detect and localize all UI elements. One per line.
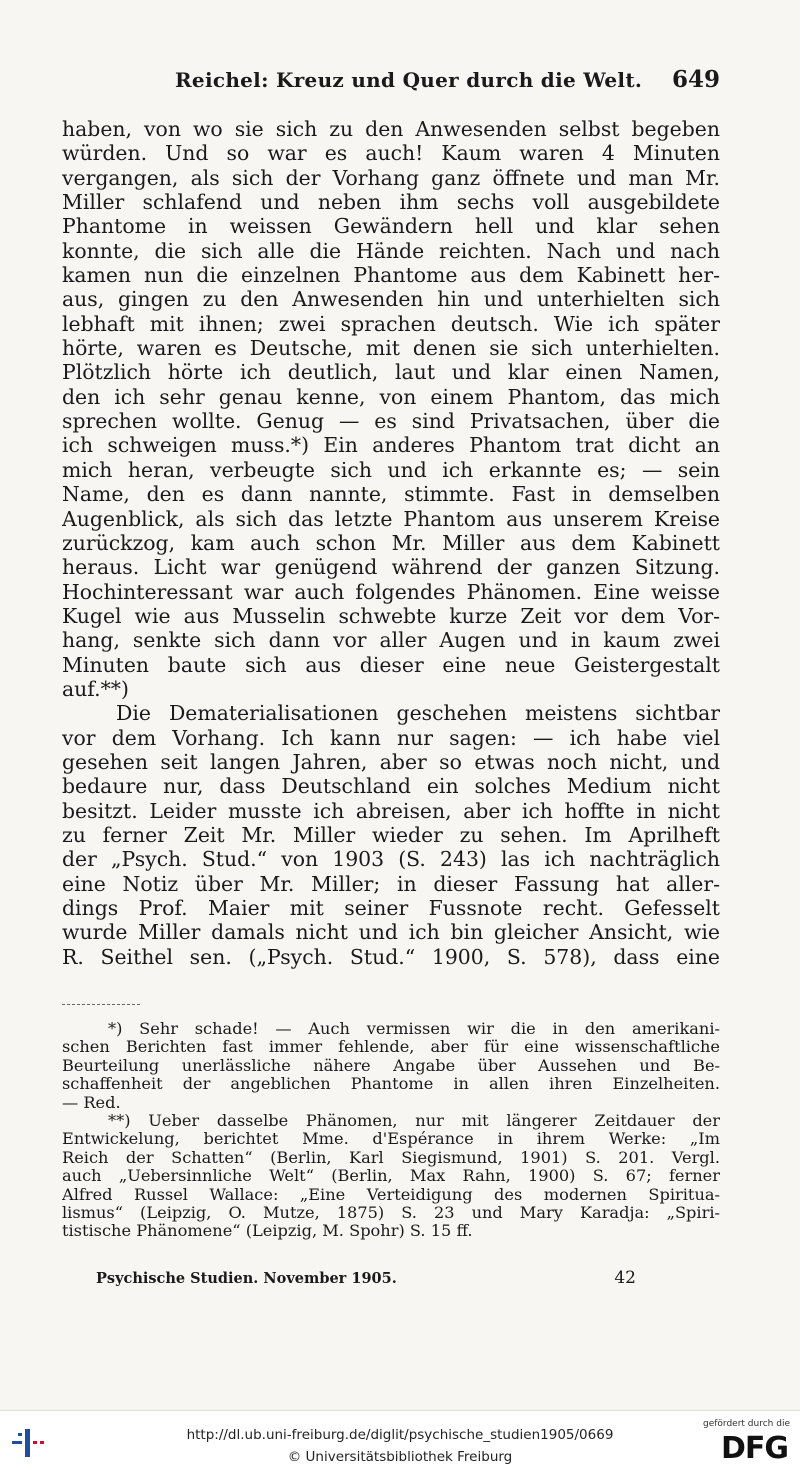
text-line: kamen nun die einzelnen Phantome aus dem Kabinett her- xyxy=(62,263,720,288)
text-line: R. Seithel sen. („Psych. Stud.“ 1900, S. 578), dass eine xyxy=(62,944,720,969)
text-line: den ich sehr genau kenne, von einem Phantom, das mich xyxy=(62,384,720,409)
text-line: vor dem Vorhang. Ich kann nur sagen: — ich habe viel xyxy=(62,725,720,750)
text-line: hang, senkte sich dann vor aller Augen und in kaum zwei xyxy=(62,628,720,653)
text-line: lebhaft mit ihnen; zwei sprachen deutsch. Wie ich später xyxy=(62,311,720,336)
text-line: zurückzog, kam auch schon Mr. Miller aus dem Kabinett xyxy=(62,530,720,555)
footnote-line: Entwickelung, berichtet Mme. d'Espérance in ihrem Werke: „Im xyxy=(62,1130,720,1149)
footnote-line: tistische Phänomene“ (Leipzig, M. Spohr) S. 15 ff. xyxy=(62,1222,473,1241)
text-line: Hochinteressant war auch folgendes Phänomen. Eine weisse xyxy=(62,579,720,604)
text-line: konnte, die sich alle die Hände reichten. Nach und nach xyxy=(62,238,720,263)
text-line: würden. Und so war es auch! Kaum waren 4 Minuten xyxy=(62,141,720,166)
text-line: auf.**) xyxy=(62,676,129,701)
text-line: Miller schlafend und neben ihm sechs voll ausgebildete xyxy=(62,190,720,215)
footnote-line: *) Sehr schade! — Auch vermissen wir die in den amerikani- xyxy=(108,1020,720,1038)
text-line: besitzt. Leider musste ich abreisen, aber ich hoffte in nicht xyxy=(62,798,720,823)
footnote-line: schen Berichten fast immer fehlende, aber für eine wissenschaftliche xyxy=(62,1038,720,1057)
viewer-bottom-bar xyxy=(0,1410,800,1473)
text-line: wurde Miller damals nicht und ich bin gleicher Ansicht, wie xyxy=(62,920,720,945)
footnote-line: lismus“ (Leipzig, O. Mutze, 1875) S. 23 und Mary Karadja: „Spiri- xyxy=(62,1203,720,1222)
text-line: zu ferner Zeit Mr. Miller wieder zu sehen. Im Aprilheft xyxy=(62,822,720,847)
copyright-notice: © Universitätsbibliothek Freiburg xyxy=(287,1449,513,1465)
footnote-line: **) Ueber dasselbe Phänomen, nur mit längerer Zeitdauer der xyxy=(108,1111,720,1130)
footnote-line: Alfred Russel Wallace: „Eine Verteidigung des modernen Spiritua- xyxy=(62,1185,720,1204)
text-line: sprechen wollte. Genug — es sind Privatsachen, über die xyxy=(62,409,720,434)
text-line: vergangen, als sich der Vorhang ganz öffnete und man Mr. xyxy=(62,165,720,190)
text-line: Name, den es dann nannte, stimmte. Fast in demselben xyxy=(62,482,720,507)
text-line: Minuten baute sich aus dieser eine neue Geistergestalt xyxy=(62,652,720,677)
footnote-line: auch „Uebersinnliche Welt“ (Berlin, Max Rahn, 1900) S. 67; ferner xyxy=(62,1167,720,1186)
text-line: Augenblick, als sich das letzte Phantom aus unserem Kreise xyxy=(62,506,720,531)
text-line: Plötzlich hörte ich deutlich, laut und klar einen Namen, xyxy=(62,360,720,385)
text-line: ich schweigen muss.*) Ein anderes Phantom trat dicht an xyxy=(62,433,720,458)
text-line: aus, gingen zu den Anwesenden hin und unterhielten sich xyxy=(62,287,720,312)
text-line: bedaure nur, dass Deutschland ein solches Medium nicht xyxy=(62,774,720,799)
dfg-tagline: gefördert durch die xyxy=(703,1419,790,1429)
text-line: mich heran, verbeugte sich und ich erkannte es; — sein xyxy=(62,457,720,482)
text-line: dings Prof. Maier mit seiner Fussnote recht. Gefesselt xyxy=(62,896,720,920)
permalink-url[interactable]: http://dl.ub.uni-freiburg.de/diglit/psychische_studien1905/0669 xyxy=(186,1427,614,1443)
text-line: Phantome in weissen Gewändern hell und klar sehen xyxy=(62,214,720,239)
journal-name: Psychische Studien. November 1905. xyxy=(96,1270,397,1287)
running-title: Reichel: Kreuz und Quer durch die Welt. xyxy=(175,68,643,92)
text-line: Die Dematerialisationen geschehen meistens sichtbar xyxy=(116,701,720,726)
footnote-line: — Red. xyxy=(62,1093,121,1112)
footnote-line: Reich der Schatten“ (Berlin, Karl Siegismund, 1901) S. 201. Vergl. xyxy=(62,1148,720,1167)
footnote-divider xyxy=(62,1004,140,1005)
running-head xyxy=(60,68,720,98)
text-line: eine Notiz über Mr. Miller; in dieser Fassung hat aller- xyxy=(62,871,720,896)
text-line: der „Psych. Stud.“ von 1903 (S. 243) las ich nachträglich xyxy=(62,847,720,872)
text-line: haben, von wo sie sich zu den Anwesenden selbst begeben xyxy=(62,117,720,141)
dfg-logo[interactable]: DFG xyxy=(720,1431,788,1466)
text-line: heraus. Licht war genügend während der ganzen Sitzung. xyxy=(62,555,720,580)
footnote-line: schaffenheit der angeblichen Phantome in allen ihren Einzelheiten. xyxy=(62,1075,720,1094)
text-line: Kugel wie aus Musselin schwebte kurze Zeit vor dem Vor- xyxy=(62,603,720,628)
footnotes xyxy=(62,1020,720,1241)
page-number: 649 xyxy=(671,66,720,93)
text-line: gesehen seit langen Jahren, aber so etwas noch nicht, und xyxy=(62,749,720,774)
body-text xyxy=(62,117,720,969)
signature-mark: 42 xyxy=(614,1268,636,1288)
footnote-line: Beurteilung unerlässliche nähere Angabe über Aussehen und Be- xyxy=(62,1056,720,1075)
text-line: hörte, waren es Deutsche, mit denen sie sich unterhielten. xyxy=(62,336,720,361)
